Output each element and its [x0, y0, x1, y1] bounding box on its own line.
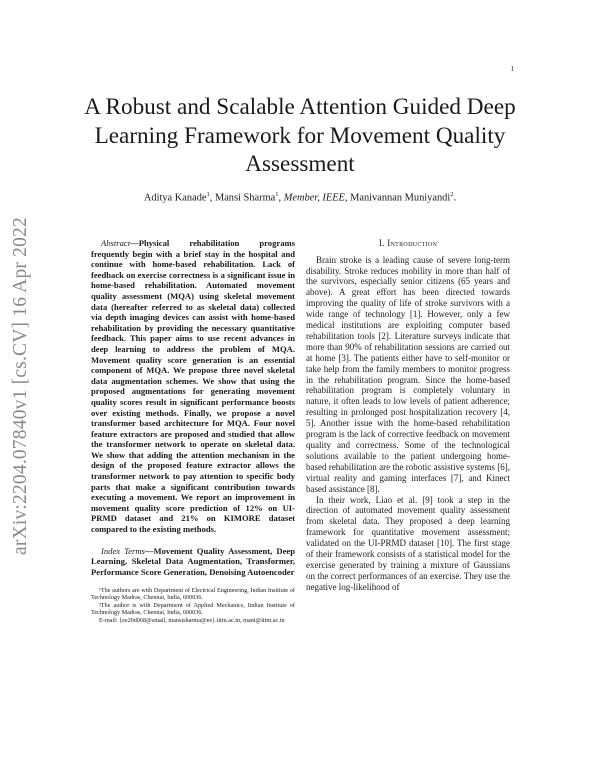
- index-terms: [91, 546, 295, 578]
- section-title: Introduction: [387, 238, 438, 248]
- affiliation-mark: 1: [206, 191, 210, 198]
- author-name: Aditya Kanade: [143, 192, 207, 204]
- footnote-email: E-mail: {ee20d068@smail, mansisharma@ee}.iitm.ac.in, mani@iitm.ac.in: [99, 616, 285, 624]
- intro-paragraph-2: In their work, Liao et al. [9] took a step in the direction of automated movement quality assessment from skeletal data. They proposed a deep learning framework for quantitative movement assessment; validated on the UI-PRMD dataset [10]. The first stage of their framework consists of a statistical model for the exercise generated by training a mixture of Gaussians on the correct performances of an exercise. They use the negative log-likelihood of: [306, 494, 510, 592]
- intro-paragraph-1: Brain stroke is a leading cause of severe long-term disability. Stroke reduces mobility in more than half of the survivors, especially senior citizens (65 years and above). A great effort has been directed towards improving the quality of life of stroke survivors with a wide range of technology [1]. However, only a few medical institutions are exploiting computer based rehabilitation tools [2]. Literature surveys indicate that more than 90% of rehabilitation sessions are carried out at home [3]. The patients either have to self-monitor or take help from the family members to monitor progress in the rehabilitation program. Since the home-based rehabilitation program is completely voluntary in nature, it often leads to low levels of patient adherence; resulting in prolonged post hospitalization recovery [4, 5]. Another issue with the home-based rehabilitation program is the lack of corrective feedback on movement quality and correctness. Some of the technological solutions available to the patient undergoing home-based rehabilitation are the robotic assistive systems [6], virtual reality and gaming interfaces [7], and Kinect based assistance [8].: [306, 254, 510, 494]
- left-column: [91, 238, 295, 577]
- author-membership: , Member, IEEE: [278, 192, 345, 204]
- index-terms-text: —Movement Quality Assessment, Deep Learning, Skeletal Data Augmentation, Transformer, Performance Score Generation, Denoising Autoencoder: [91, 545, 295, 577]
- author-line: [60, 191, 540, 203]
- abstract-text: —Physical rehabilitation programs frequently begin with a brief stay in the hospital and continue with home-based rehabilitation. Lack of feedback on exercise correctness is a significant issue in home-based rehabilitation. Automated movement quality assessment (MQA) using skeletal movement data (hereafter referred to as skeletal data) collected via depth imaging devices can assist with home-based rehabilitation by providing the necessary quantitative feedback. This paper aims to use recent advances in deep learning to address the problem of MQA. Movement quality score generation is an essential component of MQA. We propose three novel skeletal data augmentation schemes. We show that using the proposed augmentations for generating movement quality scores result in significant performance boosts over existing methods. Finally, we propose a novel transformer based architecture for MQA. Four novel feature extractors are proposed and studied that allow the transformer network to operate on skeletal data. We show that adding the attention mechanism in the design of the proposed feature extractor allows the transformer network to pay attention to specific body parts that make a significant contribution towards executing a movement. We report an improvement in movement quality score prediction of 12% on UI-PRMD dataset and 21% on KIMORE dataset compared to the existing methods.: [91, 238, 295, 535]
- author-line-end: .: [453, 192, 457, 204]
- right-column: [306, 238, 510, 593]
- footnote-affiliation-1: ¹The authors are with Department of Electrical Engineering, Indian Institute of Technology Madras, Chennai, India, 600036.: [91, 587, 295, 602]
- section-number: I.: [378, 238, 388, 248]
- affiliation-mark: 2: [450, 191, 454, 198]
- footnotes: [91, 587, 295, 624]
- paper-title: A Robust and Scalable Attention Guided Deep Learning Framework for Movement Quality Assessment: [84, 94, 516, 178]
- author-separator: ,: [209, 192, 215, 204]
- affiliation-mark: 1: [275, 191, 279, 198]
- author-name: Mansi Sharma: [214, 192, 276, 204]
- section-heading: [306, 238, 510, 249]
- footnote-affiliation-2: ²The author is with Department of Applied Mechanics, Indian Institute of Technology Madras, Chennai, India, 600036.: [91, 601, 295, 617]
- author-separator: ,: [344, 192, 351, 204]
- author-name: Manivannan Muniyandi: [350, 192, 451, 204]
- abstract: [91, 238, 295, 535]
- index-terms-label: Index Terms: [101, 545, 145, 556]
- page-number: 1: [510, 65, 514, 73]
- arxiv-identifier-stamp: arXiv:2204.07840v1 [cs.CV] 16 Apr 2022: [10, 217, 31, 555]
- abstract-label: Abstract: [101, 238, 131, 248]
